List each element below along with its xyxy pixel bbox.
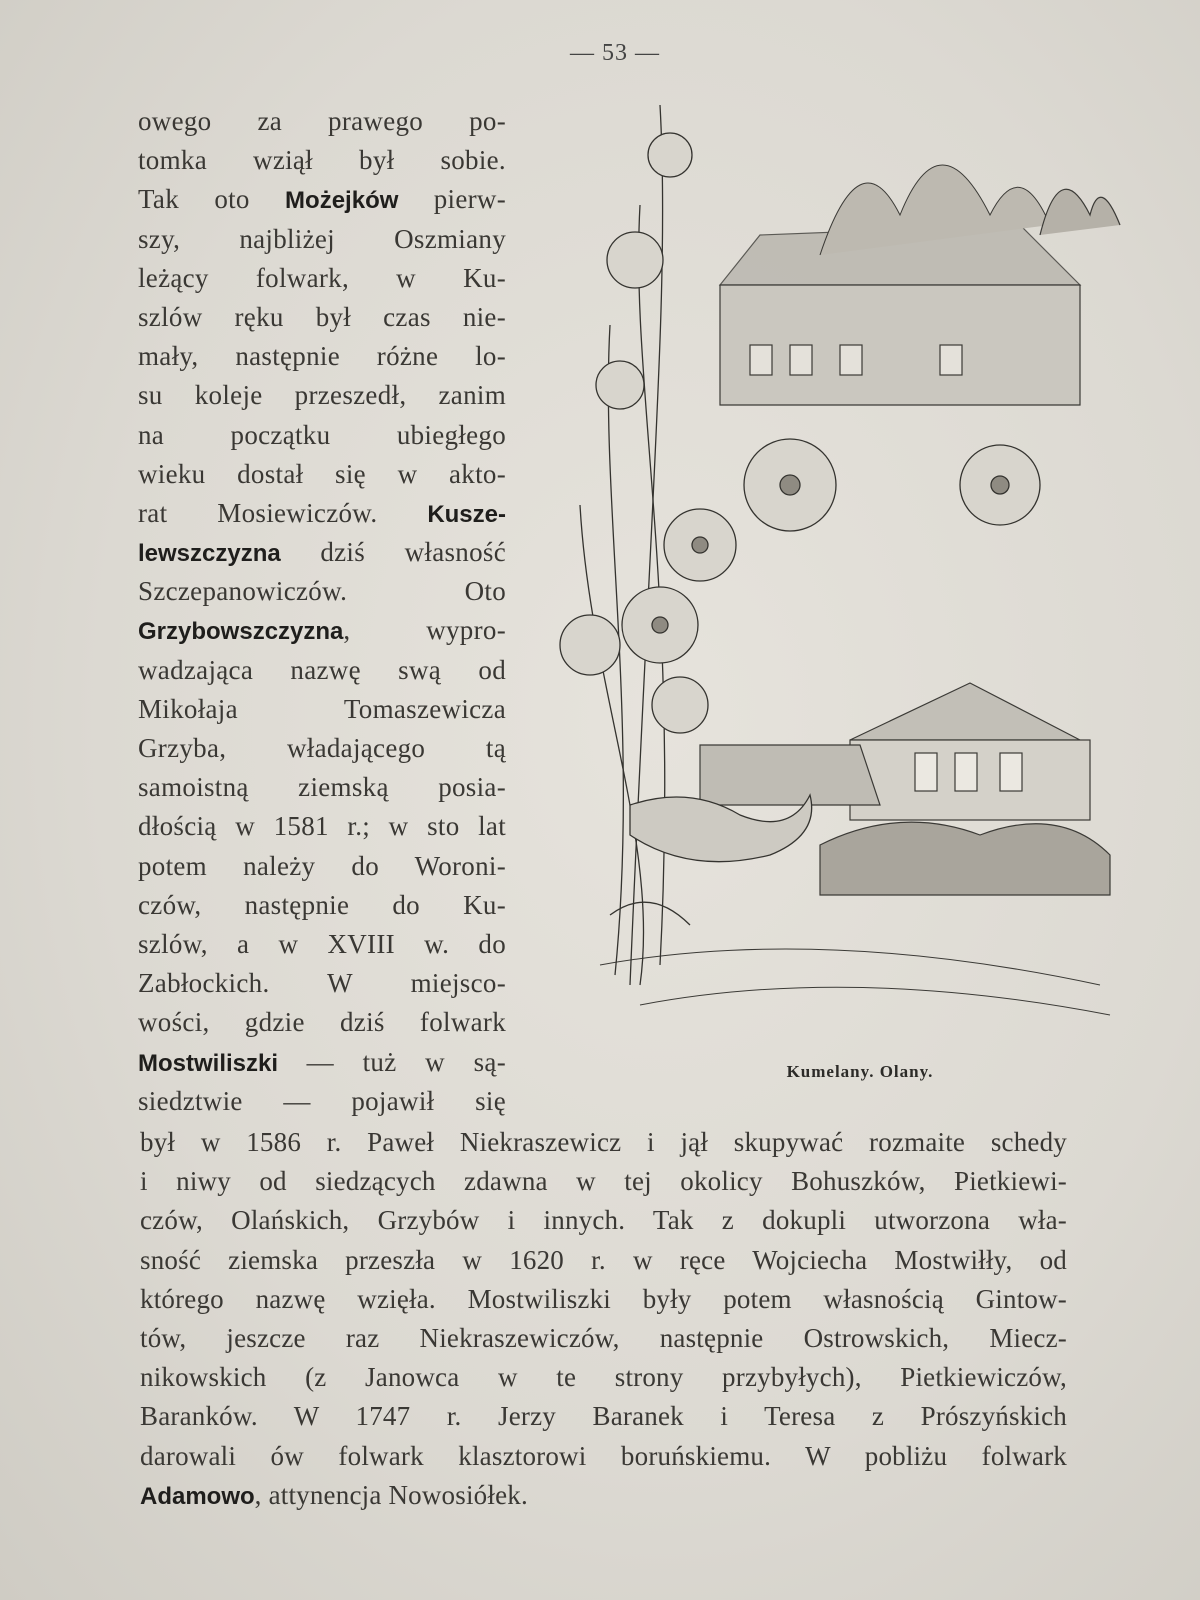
text-column-wide (140, 1123, 1067, 1515)
text-run: szlów, a w XVIII w. do (138, 928, 506, 959)
text-run: — tuż w są- (278, 1046, 506, 1077)
text-line (138, 925, 506, 964)
text-line (140, 1397, 1067, 1436)
text-run: szy, najbliżej Oszmiany (138, 223, 506, 254)
place-name: Kusze- (427, 500, 506, 528)
place-name: Mostwiliszki (138, 1049, 279, 1077)
text-run: siedztwie — pojawił się (138, 1085, 506, 1116)
text-line (138, 220, 506, 259)
text-line (138, 1082, 506, 1121)
text-line (138, 376, 506, 415)
text-line (140, 1437, 1067, 1476)
text-line (140, 1162, 1067, 1201)
place-name: lewszczyzna (138, 540, 281, 568)
text-run: Szczepanowiczów. Oto (138, 576, 506, 607)
text-run: sność ziemska przeszła w 1620 r. w ręce Wojciecha Mostwiłły, od (140, 1244, 1067, 1275)
text-run: wości, gdzie dziś folwark (138, 1007, 506, 1038)
text-run: nikowskich (z Janowca w te strony przybyłych), Pietkiewiczów, (140, 1362, 1067, 1393)
text-run: czów, następnie do Ku- (138, 889, 506, 920)
text-run: samoistną ziemską posia- (138, 772, 506, 803)
text-line (138, 259, 506, 298)
text-line (138, 611, 506, 650)
text-line (138, 807, 506, 846)
text-line (138, 1043, 506, 1082)
text-line (138, 690, 506, 729)
text-run: Mikołaja Tomaszewicza (138, 693, 506, 724)
text-run: był w 1586 r. Paweł Niekraszewicz i jął skupywać rozmaite schedy (140, 1127, 1067, 1157)
text-line (140, 1123, 1067, 1162)
engraving-illustration (520, 85, 1160, 1045)
text-run: mały, następnie różne lo- (138, 341, 506, 372)
text-run: pierw- (398, 184, 506, 215)
text-run: wadzająca nazwę swą od (138, 654, 506, 685)
text-line (138, 572, 506, 611)
text-line (138, 886, 506, 925)
text-line (138, 337, 506, 376)
text-line (138, 102, 506, 141)
text-line (138, 768, 506, 807)
text-run: Tak oto (138, 184, 286, 215)
text-line (140, 1241, 1067, 1280)
text-run: owego za prawego po- (138, 106, 506, 136)
text-line (138, 729, 506, 768)
text-line (138, 964, 506, 1003)
text-run: tomka wziął był sobie. (138, 145, 506, 176)
text-column-narrow (138, 102, 506, 1121)
text-line (140, 1280, 1067, 1319)
text-run: rat Mosiewiczów. (138, 497, 428, 528)
text-run: darowali ów folwark klasztorowi boruńskiemu. W pobliżu folwark (140, 1440, 1067, 1471)
text-run: tów, jeszcze raz Niekraszewiczów, następnie Ostrowskich, Miecz- (140, 1322, 1067, 1353)
text-line (140, 1319, 1067, 1358)
text-line (138, 533, 506, 572)
place-name: Adamowo (140, 1482, 255, 1510)
text-line (140, 1201, 1067, 1240)
text-run: na początku ubiegłego (138, 419, 506, 450)
text-run: , attynencja Nowosiółek. (254, 1479, 528, 1510)
text-run: Grzyba, władającego tą (138, 733, 506, 763)
farmhouse-top (720, 165, 1120, 405)
text-run: su koleje przeszedł, zanim (138, 380, 506, 411)
text-run: Baranków. W 1747 r. Jerzy Baranek i Teresa z Prószyńskich (140, 1401, 1067, 1432)
text-run: szlów ręku był czas nie- (138, 301, 506, 332)
text-run: potem należy do Woroni- (138, 850, 506, 881)
text-run: , wypro- (343, 615, 506, 646)
text-run: Zabłockich. W miejsco- (138, 968, 506, 999)
text-run: czów, Olańskich, Grzybów i innych. Tak z dokupli utworzona wła- (140, 1205, 1067, 1236)
text-run: którego nazwę wzięła. Mostwiliszki były potem własnością Gintow- (140, 1283, 1067, 1314)
text-line (138, 651, 506, 690)
text-run: wieku dostał się w akto- (138, 458, 506, 489)
text-line (138, 494, 506, 533)
text-run: dziś własność (280, 537, 506, 568)
text-line (138, 847, 506, 886)
place-name: Grzybowszczyzna (138, 618, 344, 646)
text-line (138, 455, 506, 494)
text-line (138, 298, 506, 337)
text-line (138, 141, 506, 180)
text-line (138, 1003, 506, 1042)
place-name: Możejków (285, 187, 399, 215)
text-line (138, 180, 506, 219)
text-line (138, 416, 506, 455)
text-run: dłością w 1581 r.; w sto lat (138, 811, 506, 842)
text-run: i niwy od siedzących zdawna w tej okolicy Bohuszków, Pietkiewi- (140, 1166, 1067, 1197)
text-line (140, 1476, 1067, 1515)
text-run: leżący folwark, w Ku- (138, 262, 506, 293)
page-number: — 53 — (570, 40, 660, 66)
illustration-caption: Kumelany. Olany. (786, 1062, 934, 1081)
text-line (140, 1358, 1067, 1397)
